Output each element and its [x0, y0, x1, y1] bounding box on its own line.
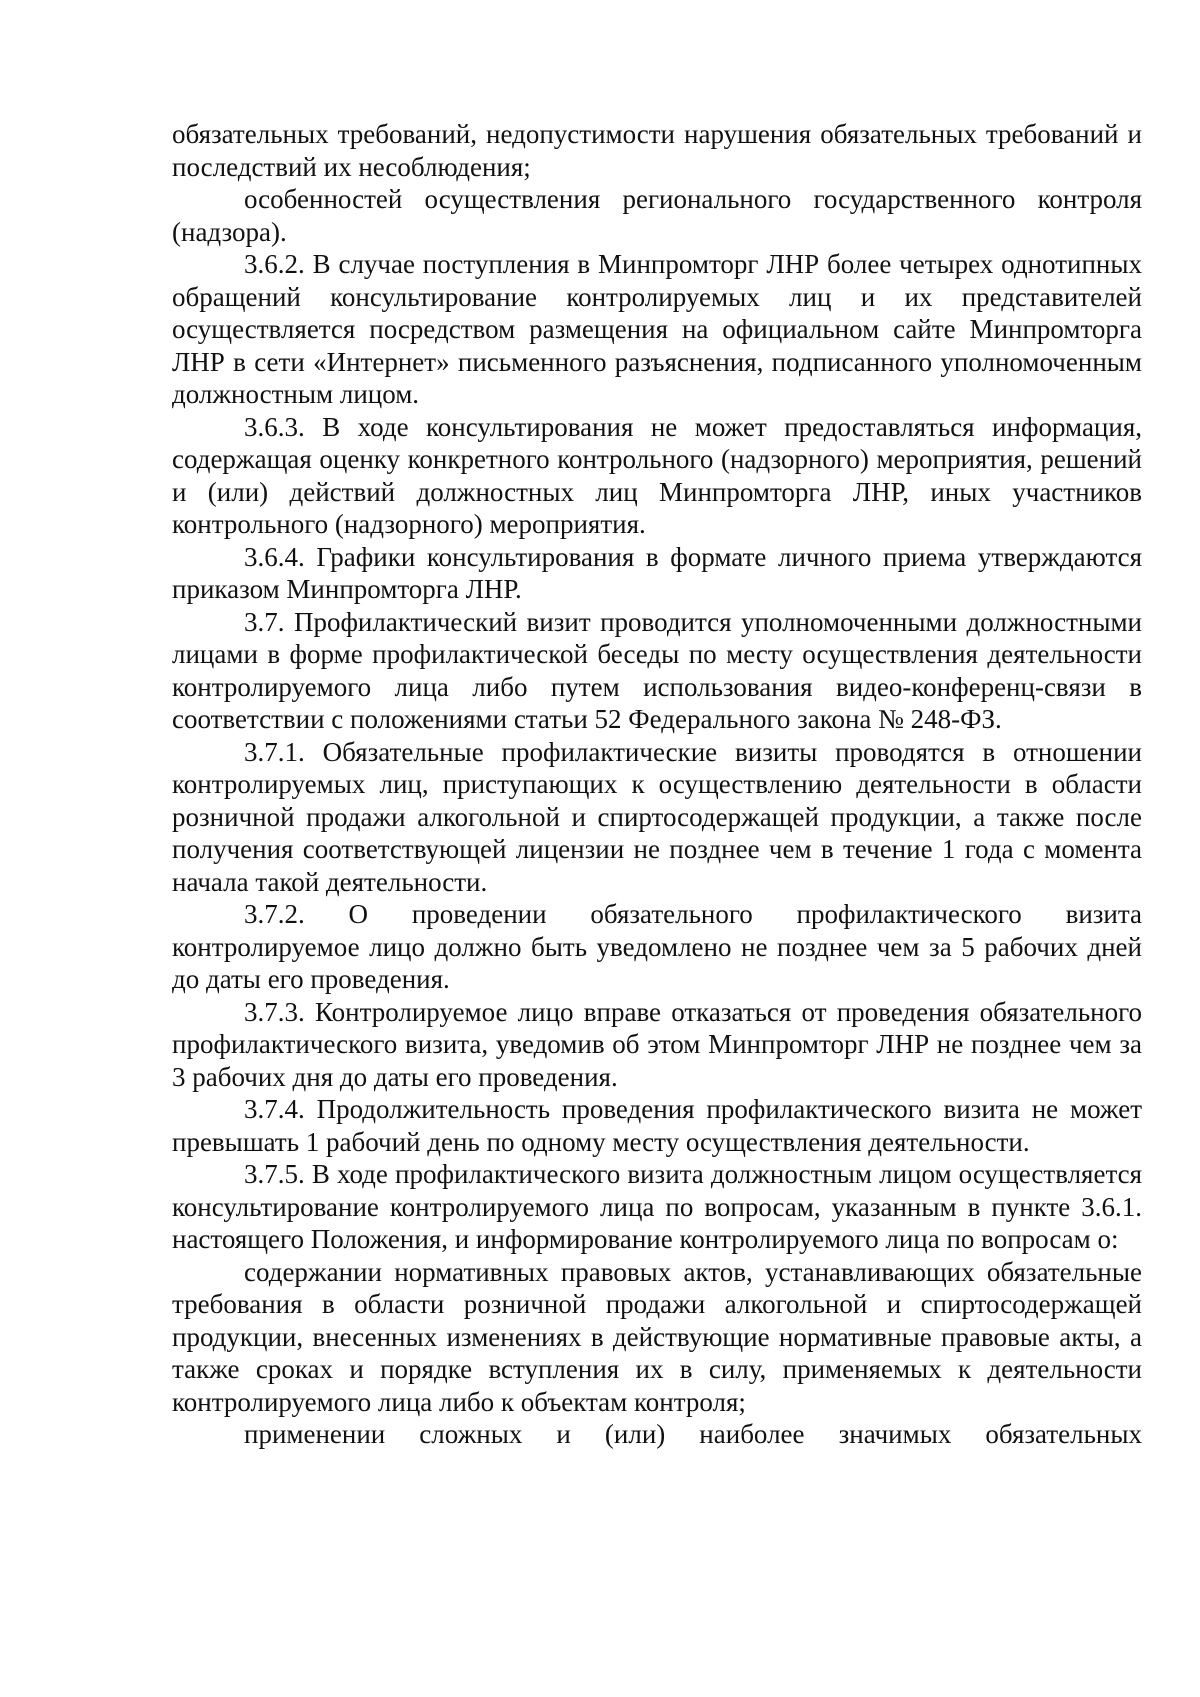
paragraph-3-7-4: 3.7.4. Продолжительность проведения профилактического визита не может превышать 1 рабочий день по одному месту осуществления деятельности. — [172, 1094, 1142, 1157]
paragraph-regional-control: особенностей осуществления регионального государственного контроля (надзора). — [172, 184, 1142, 247]
paragraph-3-7: 3.7. Профилактический визит проводится уполномоченными должностными лицами в форме профилактической беседы по месту осуществления деятельности контролируемого лица либо путем использования видео-конференц-связи в соответствии с положениями статьи 52 Федерального закона № 248-ФЗ. — [172, 606, 1142, 734]
paragraph-normative-acts: содержании нормативных правовых актов, устанавливающих обязательные требования в области розничной продажи алкогольной и спиртосодержащей продукции, внесенных изменениях в действующие нормативные правовые акты, а также сроках и порядке вступления их в силу, применяемых к деятельности контролируемого лица либо к объектам контроля; — [172, 1256, 1142, 1417]
paragraph-continuation: обязательных требований, недопустимости нарушения обязательных требований и последствий их несоблюдения; — [172, 119, 1142, 182]
paragraph-3-7-3: 3.7.3. Контролируемое лицо вправе отказаться от проведения обязательного профилактического визита, уведомив об этом Минпромторг ЛНР не позднее чем за 3 рабочих дня до даты его проведения. — [172, 996, 1142, 1092]
paragraph-3-6-3: 3.6.3. В ходе консультирования не может предоставляться информация, содержащая оценку конкретного контрольного (надзорного) мероприятия, решений и (или) действий должностных лиц Минпромторга ЛНР, иных участников контрольного (надзорного) мероприятия. — [172, 411, 1142, 539]
paragraph-3-6-4: 3.6.4. Графики консультирования в формате личного приема утверждаются приказом Минпромторга ЛНР. — [172, 541, 1142, 604]
document-page — [172, 118, 1142, 1451]
paragraph-3-6-2: 3.6.2. В случае поступления в Минпромторг ЛНР более четырех однотипных обращений консультирование контролируемых лиц и их представителей осуществляется посредством размещения на официальном сайте Минпромторга ЛНР в сети «Интернет» письменного разъяснения, подписанного уполномоченным должностным лицом. — [172, 249, 1142, 409]
paragraph-application-continued: применении сложных и (или) наиболее значимых обязательных — [244, 1419, 1142, 1449]
paragraph-3-7-2: 3.7.2. О проведении обязательного профилактического визита контролируемое лицо должно быть уведомлено не позднее чем за 5 рабочих дней до даты его проведения. — [172, 899, 1142, 994]
paragraph-3-7-5: 3.7.5. В ходе профилактического визита должностным лицом осуществляется консультирование контролируемого лица по вопросам, указанным в пункте 3.6.1. настоящего Положения, и информирование контролируемого лица по вопросам о: — [172, 1159, 1142, 1254]
paragraph-3-7-1: 3.7.1. Обязательные профилактические визиты проводятся в отношении контролируемых лиц, приступающих к осуществлению деятельности в области розничной продажи алкогольной и спиртосодержащей продукции, а также после получения соответствующей лицензии не позднее чем в течение 1 года с момента начала такой деятельности. — [172, 736, 1142, 897]
